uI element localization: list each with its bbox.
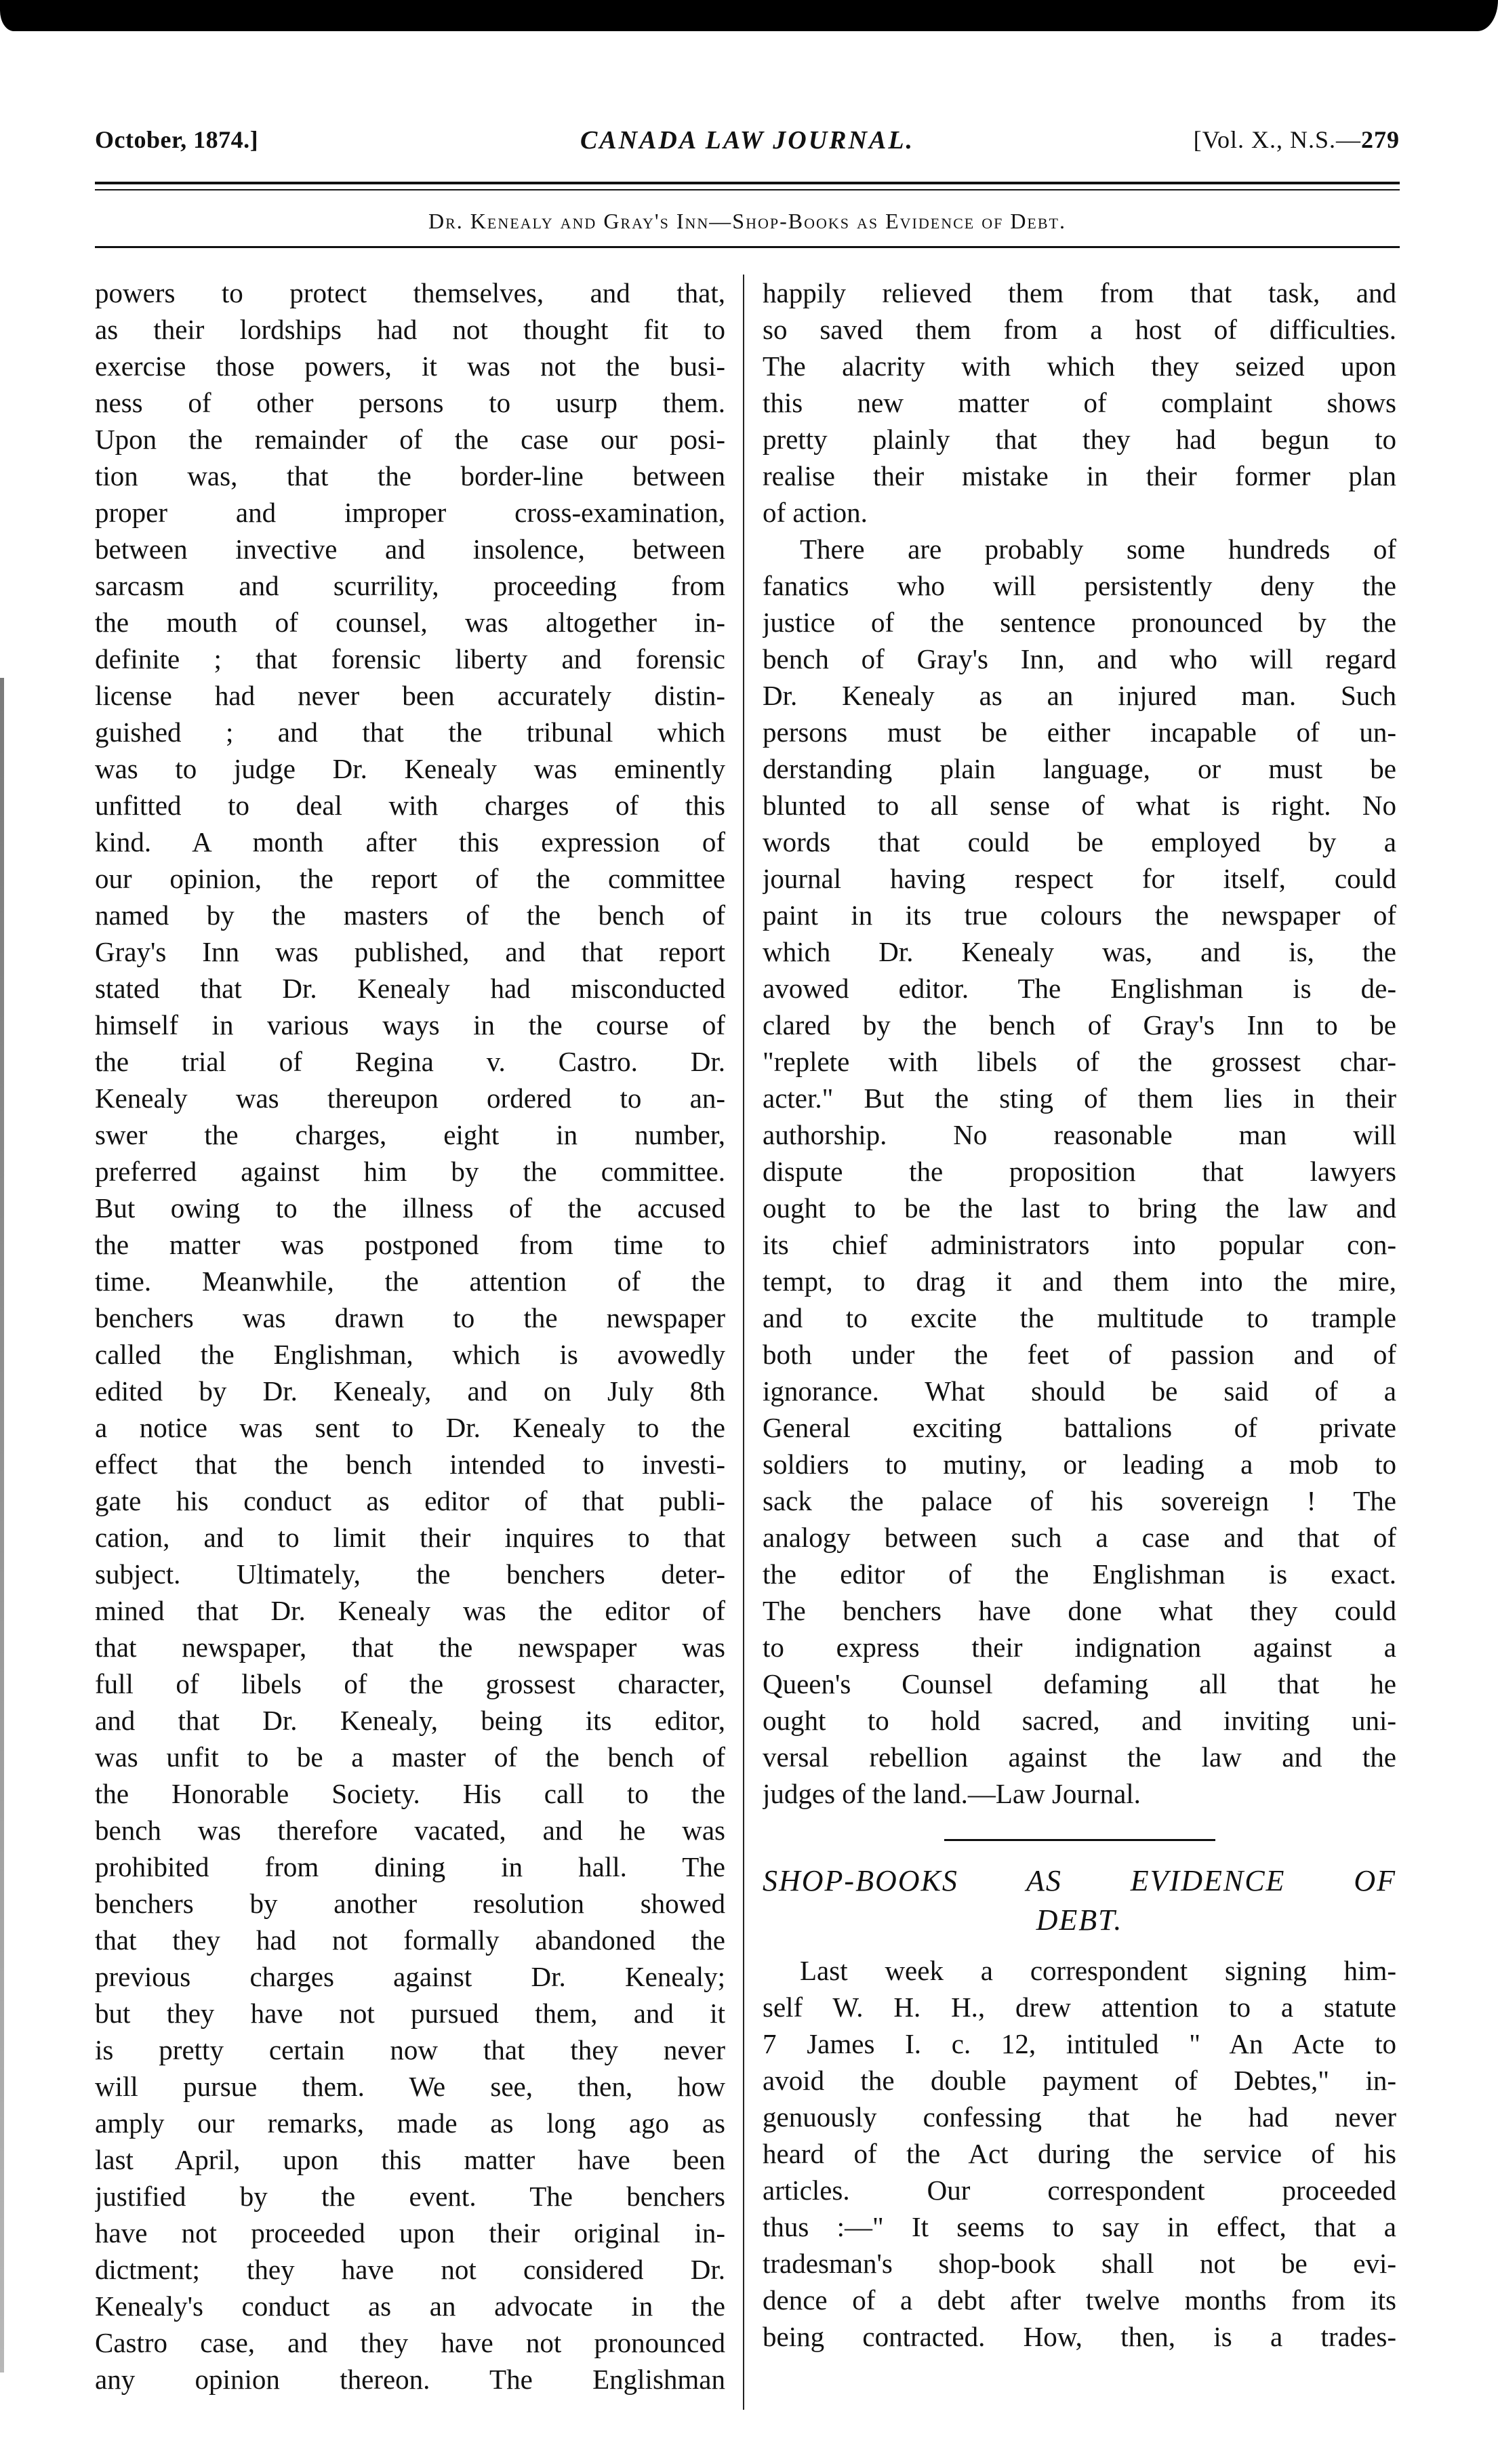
text-line: of action. bbox=[763, 497, 868, 528]
text-line: words that could be employed by a bbox=[763, 826, 1396, 857]
text-line: the trial of Regina v. Castro. Dr. bbox=[95, 1046, 725, 1077]
text-line: versal rebellion against the law and the bbox=[763, 1741, 1396, 1773]
text-line: so saved them from a host of difficulties. bbox=[763, 314, 1396, 345]
text-line: will pursue them. We see, then, how bbox=[95, 2071, 725, 2102]
text-line: dictment; they have not considered Dr. bbox=[95, 2254, 725, 2285]
text-line: powers to protect themselves, and that, bbox=[95, 277, 725, 308]
text-line: and to excite the multitude to trample bbox=[763, 1302, 1396, 1333]
text-line: prohibited from dining in hall. The bbox=[95, 1851, 725, 1882]
text-line: named by the masters of the bench of bbox=[95, 900, 725, 931]
text-line: the matter was postponed from time to bbox=[95, 1229, 725, 1260]
text-line: ought to be the last to bring the law and bbox=[763, 1192, 1396, 1224]
text-line: sarcasm and scurrility, proceeding from bbox=[95, 570, 725, 601]
text-line: benchers by another resolution showed bbox=[95, 1888, 725, 1919]
text-line: license had never been accurately distin- bbox=[95, 680, 725, 711]
text-line: sack the palace of his sovereign ! The bbox=[763, 1485, 1396, 1516]
text-line: mined that Dr. Kenealy was the editor of bbox=[95, 1595, 725, 1626]
text-line: exercise those powers, it was not the busi- bbox=[95, 350, 725, 382]
text-line: gate his conduct as editor of that publi- bbox=[95, 1485, 725, 1516]
text-line: bench of Gray's Inn, and who will regard bbox=[763, 643, 1396, 674]
text-line: happily relieved them from that task, and bbox=[763, 277, 1396, 308]
page-subheading: Dr. Kenealy and Gray's Inn—Shop-Books as Evidence of Debt. bbox=[428, 209, 1066, 233]
text-line: as their lordships had not thought fit to bbox=[95, 314, 725, 345]
scan-edge-band bbox=[0, 0, 1498, 47]
text-line: full of libels of the grossest character, bbox=[95, 1668, 725, 1699]
text-line: The benchers have done what they could bbox=[763, 1595, 1396, 1626]
text-line: Gray's Inn was published, and that report bbox=[95, 936, 725, 967]
text-line: genuously confessing that he had never bbox=[763, 2101, 1396, 2133]
running-head bbox=[95, 125, 1400, 166]
text-line: was unfit to be a master of the bench of bbox=[95, 1741, 725, 1773]
header-rule-thin bbox=[95, 189, 1400, 190]
text-line: heard of the Act during the service of his bbox=[763, 2138, 1396, 2169]
article-title bbox=[763, 1861, 1396, 1940]
text-line: edited by Dr. Kenealy, and on July 8th bbox=[95, 1375, 725, 1407]
text-line: acter." But the sting of them lies in their bbox=[763, 1083, 1396, 1114]
text-line: Dr. Kenealy as an injured man. Such bbox=[763, 680, 1396, 711]
text-line: blunted to all sense of what is right. No bbox=[763, 790, 1396, 821]
text-line: last April, upon this matter have been bbox=[95, 2144, 725, 2175]
text-line: Castro case, and they have not pronounced bbox=[95, 2327, 725, 2358]
text-line: which Dr. Kenealy was, and is, the bbox=[763, 936, 1396, 967]
text-line: Kenealy's conduct as an advocate in the bbox=[95, 2290, 725, 2322]
text-line: called the Englishman, which is avowedly bbox=[95, 1339, 725, 1370]
text-line: is pretty certain now that they never bbox=[95, 2034, 725, 2065]
article-title-line-1: SHOP-BOOKS AS EVIDENCE OF bbox=[763, 1864, 1396, 1897]
text-line: have not proceeded upon their original in- bbox=[95, 2217, 725, 2248]
right-column bbox=[763, 275, 1396, 2355]
text-line: Kenealy was thereupon ordered to an- bbox=[95, 1083, 725, 1114]
text-line: the Honorable Society. His call to the bbox=[95, 1778, 725, 1809]
volume-and-page bbox=[1194, 125, 1400, 154]
text-line: Upon the remainder of the case our posi- bbox=[95, 424, 725, 455]
text-line: both under the feet of passion and of bbox=[763, 1339, 1396, 1370]
text-line: swer the charges, eight in number, bbox=[95, 1119, 725, 1150]
text-line: but they have not pursued them, and it bbox=[95, 1998, 725, 2029]
paragraph-shop-books bbox=[763, 1952, 1396, 2355]
text-line: journal having respect for itself, could bbox=[763, 863, 1396, 894]
text-line: guished ; and that the tribunal which bbox=[95, 716, 725, 748]
text-line: this new matter of complaint shows bbox=[763, 387, 1396, 418]
text-line: justice of the sentence pronounced by the bbox=[763, 607, 1396, 638]
text-line: our opinion, the report of the committee bbox=[95, 863, 725, 894]
text-line: analogy between such a case and that of bbox=[763, 1522, 1396, 1553]
text-line: previous charges against Dr. Kenealy; bbox=[95, 1961, 725, 1992]
text-line: authorship. No reasonable man will bbox=[763, 1119, 1396, 1150]
text-line: any opinion thereon. The Englishman bbox=[95, 2364, 725, 2395]
text-line: avowed editor. The Englishman is de- bbox=[763, 973, 1396, 1004]
scan-edge-shadow bbox=[0, 0, 1498, 31]
text-line: unfitted to deal with charges of this bbox=[95, 790, 725, 821]
text-line: that newspaper, that the newspaper was bbox=[95, 1632, 725, 1663]
text-line: kind. A month after this expression of bbox=[95, 826, 725, 857]
text-line: amply our remarks, made as long ago as bbox=[95, 2107, 725, 2139]
volume-label: [Vol. X., N.S.— bbox=[1193, 126, 1361, 153]
text-line: soldiers to mutiny, or leading a mob to bbox=[763, 1449, 1396, 1480]
text-line: dence of a debt after twelve months from its bbox=[763, 2284, 1396, 2316]
paragraph-continuation bbox=[763, 275, 1396, 531]
text-line: "replete with libels of the grossest char- bbox=[763, 1046, 1396, 1077]
text-line: benchers was drawn to the newspaper bbox=[95, 1302, 725, 1333]
text-line: proper and improper cross-examination, bbox=[95, 497, 725, 528]
text-line: But owing to the illness of the accused bbox=[95, 1192, 725, 1224]
text-line: ness of other persons to usurp them. bbox=[95, 387, 725, 418]
text-line: realise their mistake in their former plan bbox=[763, 460, 1396, 491]
text-line: the editor of the Englishman is exact. bbox=[763, 1558, 1396, 1590]
text-line: persons must be either incapable of un- bbox=[763, 716, 1396, 748]
column-divider bbox=[743, 275, 744, 2410]
text-line: definite ; that forensic liberty and forensic bbox=[95, 643, 725, 674]
left-column bbox=[95, 275, 725, 2398]
text-line: subject. Ultimately, the benchers deter- bbox=[95, 1558, 725, 1590]
text-line: There are probably some hundreds of bbox=[800, 533, 1396, 565]
scan-left-margin-artifact bbox=[0, 678, 4, 2372]
text-line: clared by the bench of Gray's Inn to be bbox=[763, 1009, 1396, 1041]
text-line: being contracted. How, then, is a trades- bbox=[763, 2321, 1396, 2352]
text-line: self W. H. H., drew attention to a statute bbox=[763, 1992, 1396, 2023]
text-line: derstanding plain language, or must be bbox=[763, 753, 1396, 784]
text-line: himself in various ways in the course of bbox=[95, 1009, 725, 1041]
text-line: tradesman's shop-book shall not be evi- bbox=[763, 2248, 1396, 2279]
text-line: between invective and insolence, between bbox=[95, 533, 725, 565]
text-line: The alacrity with which they seized upon bbox=[763, 350, 1396, 382]
text-line: preferred against him by the committee. bbox=[95, 1156, 725, 1187]
text-line: paint in its true colours the newspaper of bbox=[763, 900, 1396, 931]
text-line: dispute the proposition that lawyers bbox=[763, 1156, 1396, 1187]
text-line: articles. Our correspondent proceeded bbox=[763, 2175, 1396, 2206]
text-line: General exciting battalions of private bbox=[763, 1412, 1396, 1443]
text-line: stated that Dr. Kenealy had misconducted bbox=[95, 973, 725, 1004]
page-number: 279 bbox=[1361, 126, 1400, 153]
text-line: avoid the double payment of Debtes," in- bbox=[763, 2065, 1396, 2096]
text-line: that they had not formally abandoned the bbox=[95, 1924, 725, 1956]
text-line: cation, and to limit their inquires to that bbox=[95, 1522, 725, 1553]
header-rule-thick bbox=[95, 182, 1400, 184]
article-separator-rule bbox=[944, 1839, 1215, 1841]
paragraph-fanatics bbox=[763, 531, 1396, 1812]
text-line: ignorance. What should be said of a bbox=[763, 1375, 1396, 1407]
text-line: was to judge Dr. Kenealy was eminently bbox=[95, 753, 725, 784]
text-line: the mouth of counsel, was altogether in- bbox=[95, 607, 725, 638]
text-line: its chief administrators into popular con- bbox=[763, 1229, 1396, 1260]
text-line: Queen's Counsel defaming all that he bbox=[763, 1668, 1396, 1699]
text-line: tempt, to drag it and them into the mire, bbox=[763, 1266, 1396, 1297]
text-line: Last week a correspondent signing him- bbox=[800, 1955, 1396, 1986]
issue-date: October, 1874.] bbox=[95, 126, 259, 153]
text-line: a notice was sent to Dr. Kenealy to the bbox=[95, 1412, 725, 1443]
text-line: 7 James I. c. 12, intituled " An Acte to bbox=[763, 2028, 1396, 2059]
text-line: fanatics who will persistently deny the bbox=[763, 570, 1396, 601]
subheading-rule bbox=[95, 246, 1400, 248]
article-title-line-2: DEBT. bbox=[1036, 1903, 1123, 1937]
text-line: bench was therefore vacated, and he was bbox=[95, 1815, 725, 1846]
text-line: to express their indignation against a bbox=[763, 1632, 1396, 1663]
text-line: justified by the event. The benchers bbox=[95, 2181, 725, 2212]
journal-title: CANADA LAW JOURNAL. bbox=[580, 126, 915, 155]
text-line: ought to hold sacred, and inviting uni- bbox=[763, 1705, 1396, 1736]
text-line: effect that the bench intended to investi- bbox=[95, 1449, 725, 1480]
text-line: time. Meanwhile, the attention of the bbox=[95, 1266, 725, 1297]
text-line: judges of the land.—Law Journal. bbox=[763, 1778, 1141, 1809]
text-line: thus :—" It seems to say in effect, that a bbox=[763, 2211, 1396, 2242]
text-line: and that Dr. Kenealy, being its editor, bbox=[95, 1705, 725, 1736]
text-line: tion was, that the border-line between bbox=[95, 460, 725, 491]
text-line: pretty plainly that they had begun to bbox=[763, 424, 1396, 455]
